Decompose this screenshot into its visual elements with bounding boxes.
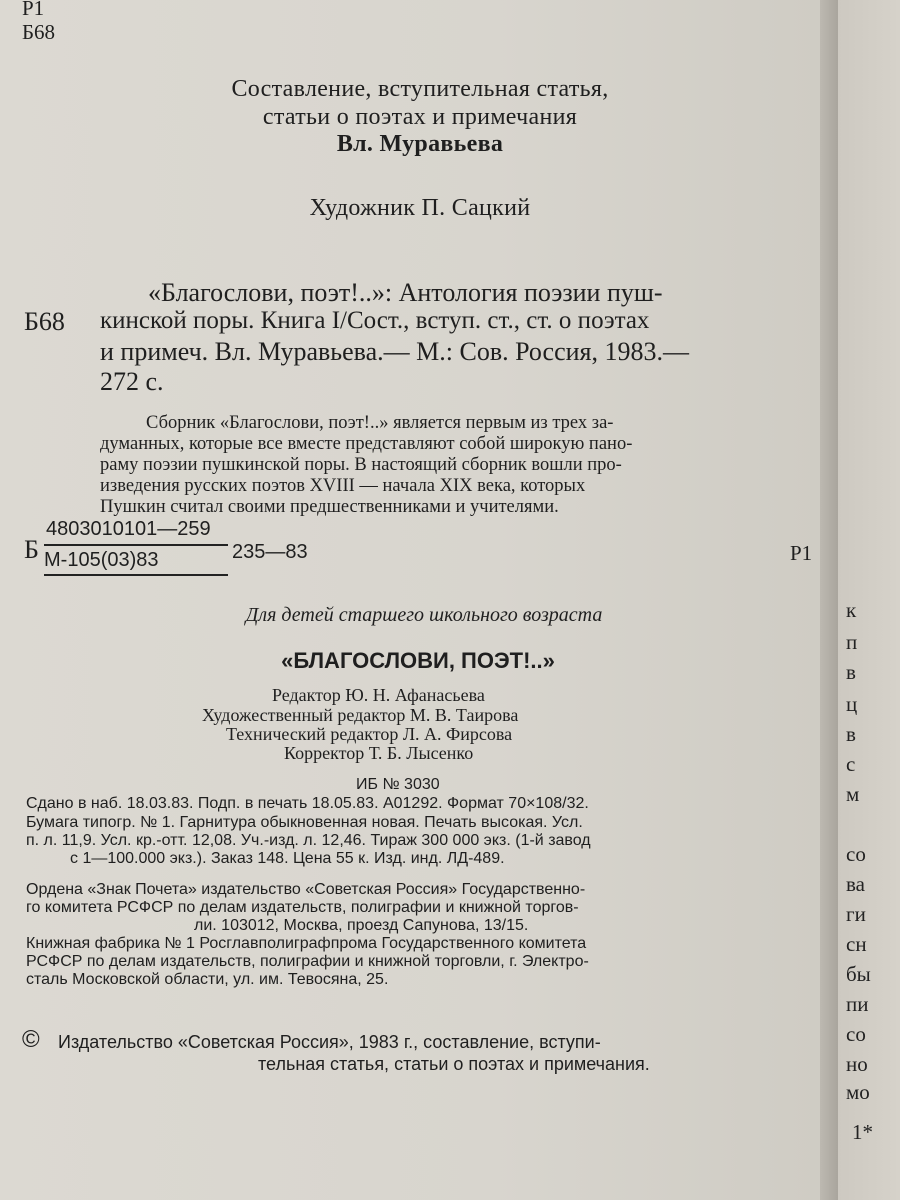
annotation-line-1: Сборник «Благослови, поэт!..» является первым из трех за- bbox=[146, 413, 614, 433]
next-page-fragment bbox=[838, 0, 900, 1200]
staff-editor: Редактор Ю. Н. Афанасьева bbox=[272, 685, 485, 705]
credits-line-1: Составление, вступительная статья, bbox=[231, 76, 609, 102]
imprint-line-4: с 1—100.000 экз.). Заказ 148. Цена 55 к. Изд. инд. ЛД-489. bbox=[70, 850, 505, 867]
fragment-3: ц bbox=[846, 692, 858, 716]
fragment-12: пи bbox=[846, 992, 869, 1016]
catalog-line-1: «Благослови, поэт!..»: Антология поэзии пуш- bbox=[148, 278, 663, 307]
annotation-line-5: Пушкин считал своими предшественниками и учителями. bbox=[100, 497, 559, 517]
page-footer-mark: 1* bbox=[852, 1120, 873, 1144]
catalog-line-2: кинской поры. Книга I/Сост., вступ. ст., ст. о поэтах bbox=[100, 307, 650, 334]
credits-line-2: статьи о поэтах и примечания bbox=[262, 104, 578, 130]
printer-line-3: сталь Московской области, ул. им. Тевосяна, 25. bbox=[26, 971, 389, 988]
credits-author: Вл. Муравьева bbox=[336, 131, 504, 157]
publisher-line-2: го комитета РСФСР по делам издательств, полиграфии и книжной торгов- bbox=[26, 899, 579, 916]
fragment-15: мо bbox=[846, 1080, 870, 1104]
fragment-5: с bbox=[846, 752, 856, 776]
catalog-line-4: 272 с. bbox=[100, 367, 164, 396]
formula-underline bbox=[44, 574, 228, 576]
fragment-2: в bbox=[846, 660, 856, 684]
page-edge-shadow bbox=[820, 0, 838, 1200]
fragment-1: п bbox=[846, 630, 858, 654]
imprint-line-2: Бумага типогр. № 1. Гарнитура обыкновенная новая. Печать высокая. Усл. bbox=[26, 814, 583, 831]
staff-corrector: Корректор Т. Б. Лысенко bbox=[284, 743, 474, 763]
staff-art-editor: Художественный редактор М. В. Таирова bbox=[202, 705, 519, 725]
printer-line-1: Книжная фабрика № 1 Росглавполиграфпрома Государственного комитета bbox=[26, 935, 587, 952]
copyright-line-2: тельная статья, статьи о поэтах и примечания. bbox=[258, 1054, 650, 1074]
fragment-7: со bbox=[846, 842, 866, 866]
formula-numerator: 4803010101—259 bbox=[46, 518, 211, 540]
annotation-line-2: думанных, которые все вместе представляют собой широкую пано- bbox=[100, 434, 633, 454]
imprint-line-1: Сдано в наб. 18.03.83. Подп. в печать 18.05.83. А01292. Формат 70×108/32. bbox=[26, 795, 589, 812]
annotation-line-3: раму поэзии пушкинской поры. В настоящий сборник вошли про- bbox=[100, 455, 622, 475]
annotation-line-4: изведения русских поэтов XVIII — начала XIX века, которых bbox=[100, 476, 586, 496]
book-title: «БЛАГОСЛОВИ, ПОЭТ!..» bbox=[281, 648, 555, 673]
fragment-14: но bbox=[846, 1052, 868, 1076]
fragment-6: м bbox=[846, 782, 860, 806]
catalog-code: Б68 bbox=[24, 307, 65, 336]
publisher-line-1: Ордена «Знак Почета» издательство «Советская Россия» Государственно- bbox=[26, 881, 586, 898]
staff-tech-editor: Технический редактор Л. А. Фирсова bbox=[226, 724, 513, 744]
corner-code-2: Б68 bbox=[22, 20, 56, 44]
audience: Для детей старшего школьного возраста bbox=[245, 604, 603, 626]
fragment-11: бы bbox=[846, 962, 871, 986]
formula-fraction-bar bbox=[44, 544, 228, 546]
copyright-symbol: © bbox=[22, 1026, 40, 1053]
fragment-13: со bbox=[846, 1022, 866, 1046]
copyright-line-1: Издательство «Советская Россия», 1983 г., составление, вступи- bbox=[58, 1032, 601, 1052]
formula-tail: 235—83 bbox=[232, 541, 308, 563]
corner-code-1: Р1 bbox=[22, 0, 45, 20]
formula-right-code: Р1 bbox=[790, 541, 813, 565]
publisher-line-3: ли. 103012, Москва, проезд Сапунова, 13/15. bbox=[194, 917, 529, 934]
imprint-ib: ИБ № 3030 bbox=[356, 776, 440, 793]
formula-letter: Б bbox=[24, 535, 39, 564]
fragment-9: ги bbox=[846, 902, 866, 926]
catalog-line-3: и примеч. Вл. Муравьева.— М.: Сов. Россия, 1983.— bbox=[100, 337, 690, 366]
formula-denominator: М-105(03)83 bbox=[44, 549, 159, 571]
fragment-10: сн bbox=[846, 932, 867, 956]
fragment-0: к bbox=[846, 598, 857, 622]
fragment-4: в bbox=[846, 722, 856, 746]
printer-line-2: РСФСР по делам издательств, полиграфии и книжной торговли, г. Электро- bbox=[26, 953, 589, 970]
imprint-line-3: п. л. 11,9. Усл. кр.-отт. 12,08. Уч.-изд. л. 12,46. Тираж 300 000 экз. (1-й завод bbox=[26, 832, 591, 849]
credits-artist: Художник П. Сацкий bbox=[309, 195, 531, 221]
fragment-8: ва bbox=[846, 872, 865, 896]
